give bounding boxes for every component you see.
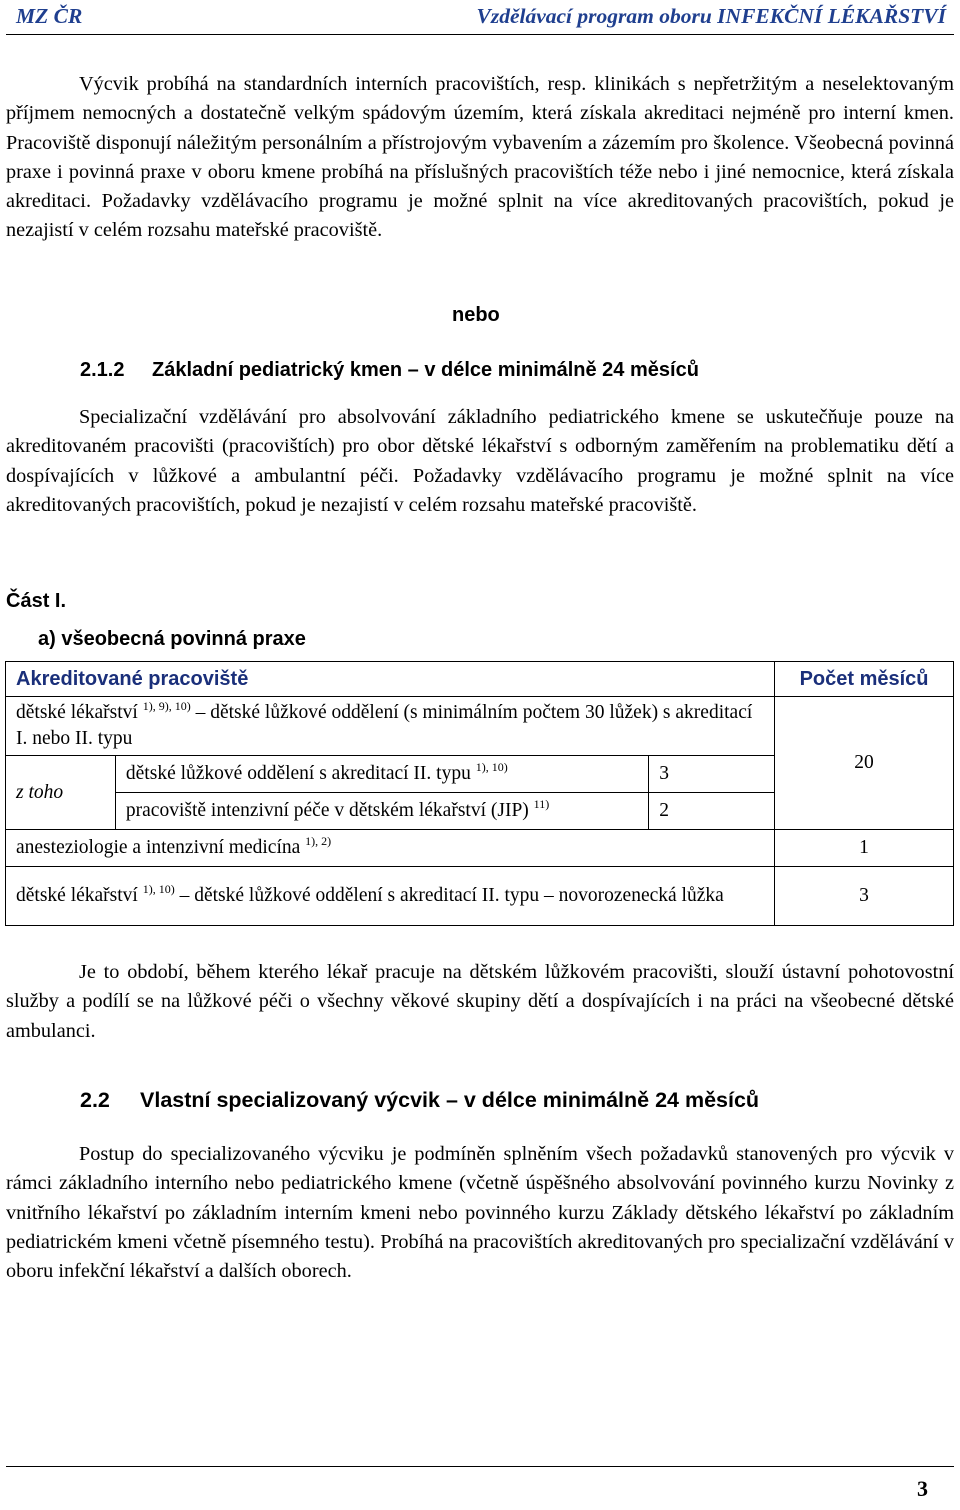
paragraph-pediatric-trunk: Specializační vzdělávání pro absolvování základního pediatrického kmene se uskutečňuje pouze na akreditovaném pracovišti (pracovištích) pro obor dětské lékařství s odborným zaměřením na problematiku dětí a dospívajících v lůžkové a ambulantní péči. Požadavky vzdělávacího programu je možné splnit na více akreditovaných pracovištích, pokud je nezajistí v celém rozsahu mateřské pracoviště. (6, 406, 954, 516)
header-right-title: Vzdělávací program oboru INFEKČNÍ LÉKAŘSTVÍ (476, 4, 946, 28)
section-number: 2.1.2 (80, 359, 125, 381)
row1-months: 20 (775, 697, 954, 830)
column-header-workplace: Akreditované pracoviště (6, 662, 775, 697)
page-header (6, 0, 954, 35)
subsection-heading-a: a) všeobecná povinná praxe (38, 628, 306, 650)
nebo-label: nebo (452, 304, 500, 326)
section-heading-2-1-2 (80, 359, 699, 382)
table-header-row (6, 662, 954, 697)
row4-workplace: dětské lékařství $^{1), 10)}$ – dětské lůžkové oddělení s akreditací II. typu – novorozenecká lůžka (6, 867, 775, 926)
paragraph-training-sites: Výcvik probíhá na standardních interních pracovištích, resp. klinikách s nepřetržitým a neselektovaným příjmem nemocných a dostatečně velkým spádovým územím, která získala akreditaci nejméně pro interní kmen. Pracoviště disponují náležitým personálním a přístrojovým vybavením a zázemím pro školence. Všeobecná povinná praxe i povinná praxe v oboru kmene probíhá na příslušných pracovištích téže nebo i jiné nemocnice, která získala akreditaci. Požadavky vzdělávacího programu je možné splnit na více akreditovaných pracovištích, pokud je nezajistí v celém rozsahu mateřské pracoviště. (6, 73, 954, 242)
table-row (6, 697, 954, 756)
paragraph-specialized-training: Postup do specializovaného výcviku je podmíněn splněním všech požadavků stanovených pro výcvik v rámci základního interního nebo pediatrického kmene (včetně úspěšného absolvování povinného kurzu Novinky z vnitřního lékařství po základním interním kmeni nebo povinného kurzu Základy dětského lékařství po základním pediatrickém kmeni včetně písemného testu). Probíhá na pracovištích akreditovaných pro specializační vzdělávání v oboru infekční lékařství a dalších oborech. (6, 1143, 954, 1283)
table-row (6, 867, 954, 926)
page-number: 3 (917, 1476, 928, 1501)
section-title: Základní pediatrický kmen – v délce minimálně 24 měsíců (152, 359, 699, 381)
section-title: Vlastní specializovaný výcvik – v délce minimálně 24 měsíců (140, 1088, 760, 1112)
footer-divider (6, 1466, 954, 1467)
section-number: 2.2 (80, 1088, 110, 1112)
table-row (6, 830, 954, 867)
part-heading: Část I. (6, 590, 67, 612)
section-heading-2-2 (80, 1088, 759, 1113)
row1-workplace: dětské lékařství $^{1), 9), 10)}$ – dětské lůžkové oddělení (s minimálním počtem 30 lůžek) s akreditací I. nebo II. typu (6, 697, 775, 756)
column-header-months: Počet měsíců (775, 662, 954, 697)
row3-workplace: anesteziologie a intenzivní medicína $^{1), 2)}$ (6, 830, 775, 867)
sub2-months: 2 (649, 793, 775, 830)
z-toho-label: z toho (6, 756, 116, 830)
paragraph-period-description: Je to období, během kterého lékař pracuje na dětském lůžkovém pracovišti, slouží ústavní pohotovostní služby a podílí se na lůžkové péči o všechny věkové skupiny dětí a dospívajících i na práci na všeobecné dětské ambulanci. (6, 961, 954, 1042)
sub2-workplace: pracoviště intenzivní péče v dětském lékařství (JIP) $^{11)}$ (115, 793, 648, 830)
header-left-title: MZ ČR (16, 4, 83, 28)
row3-months: 1 (775, 830, 954, 867)
practice-table (5, 661, 954, 926)
row4-months: 3 (775, 867, 954, 926)
sub1-months: 3 (649, 756, 775, 793)
sub1-workplace: dětské lůžkové oddělení s akreditací II. typu $^{1), 10)}$ (115, 756, 648, 793)
